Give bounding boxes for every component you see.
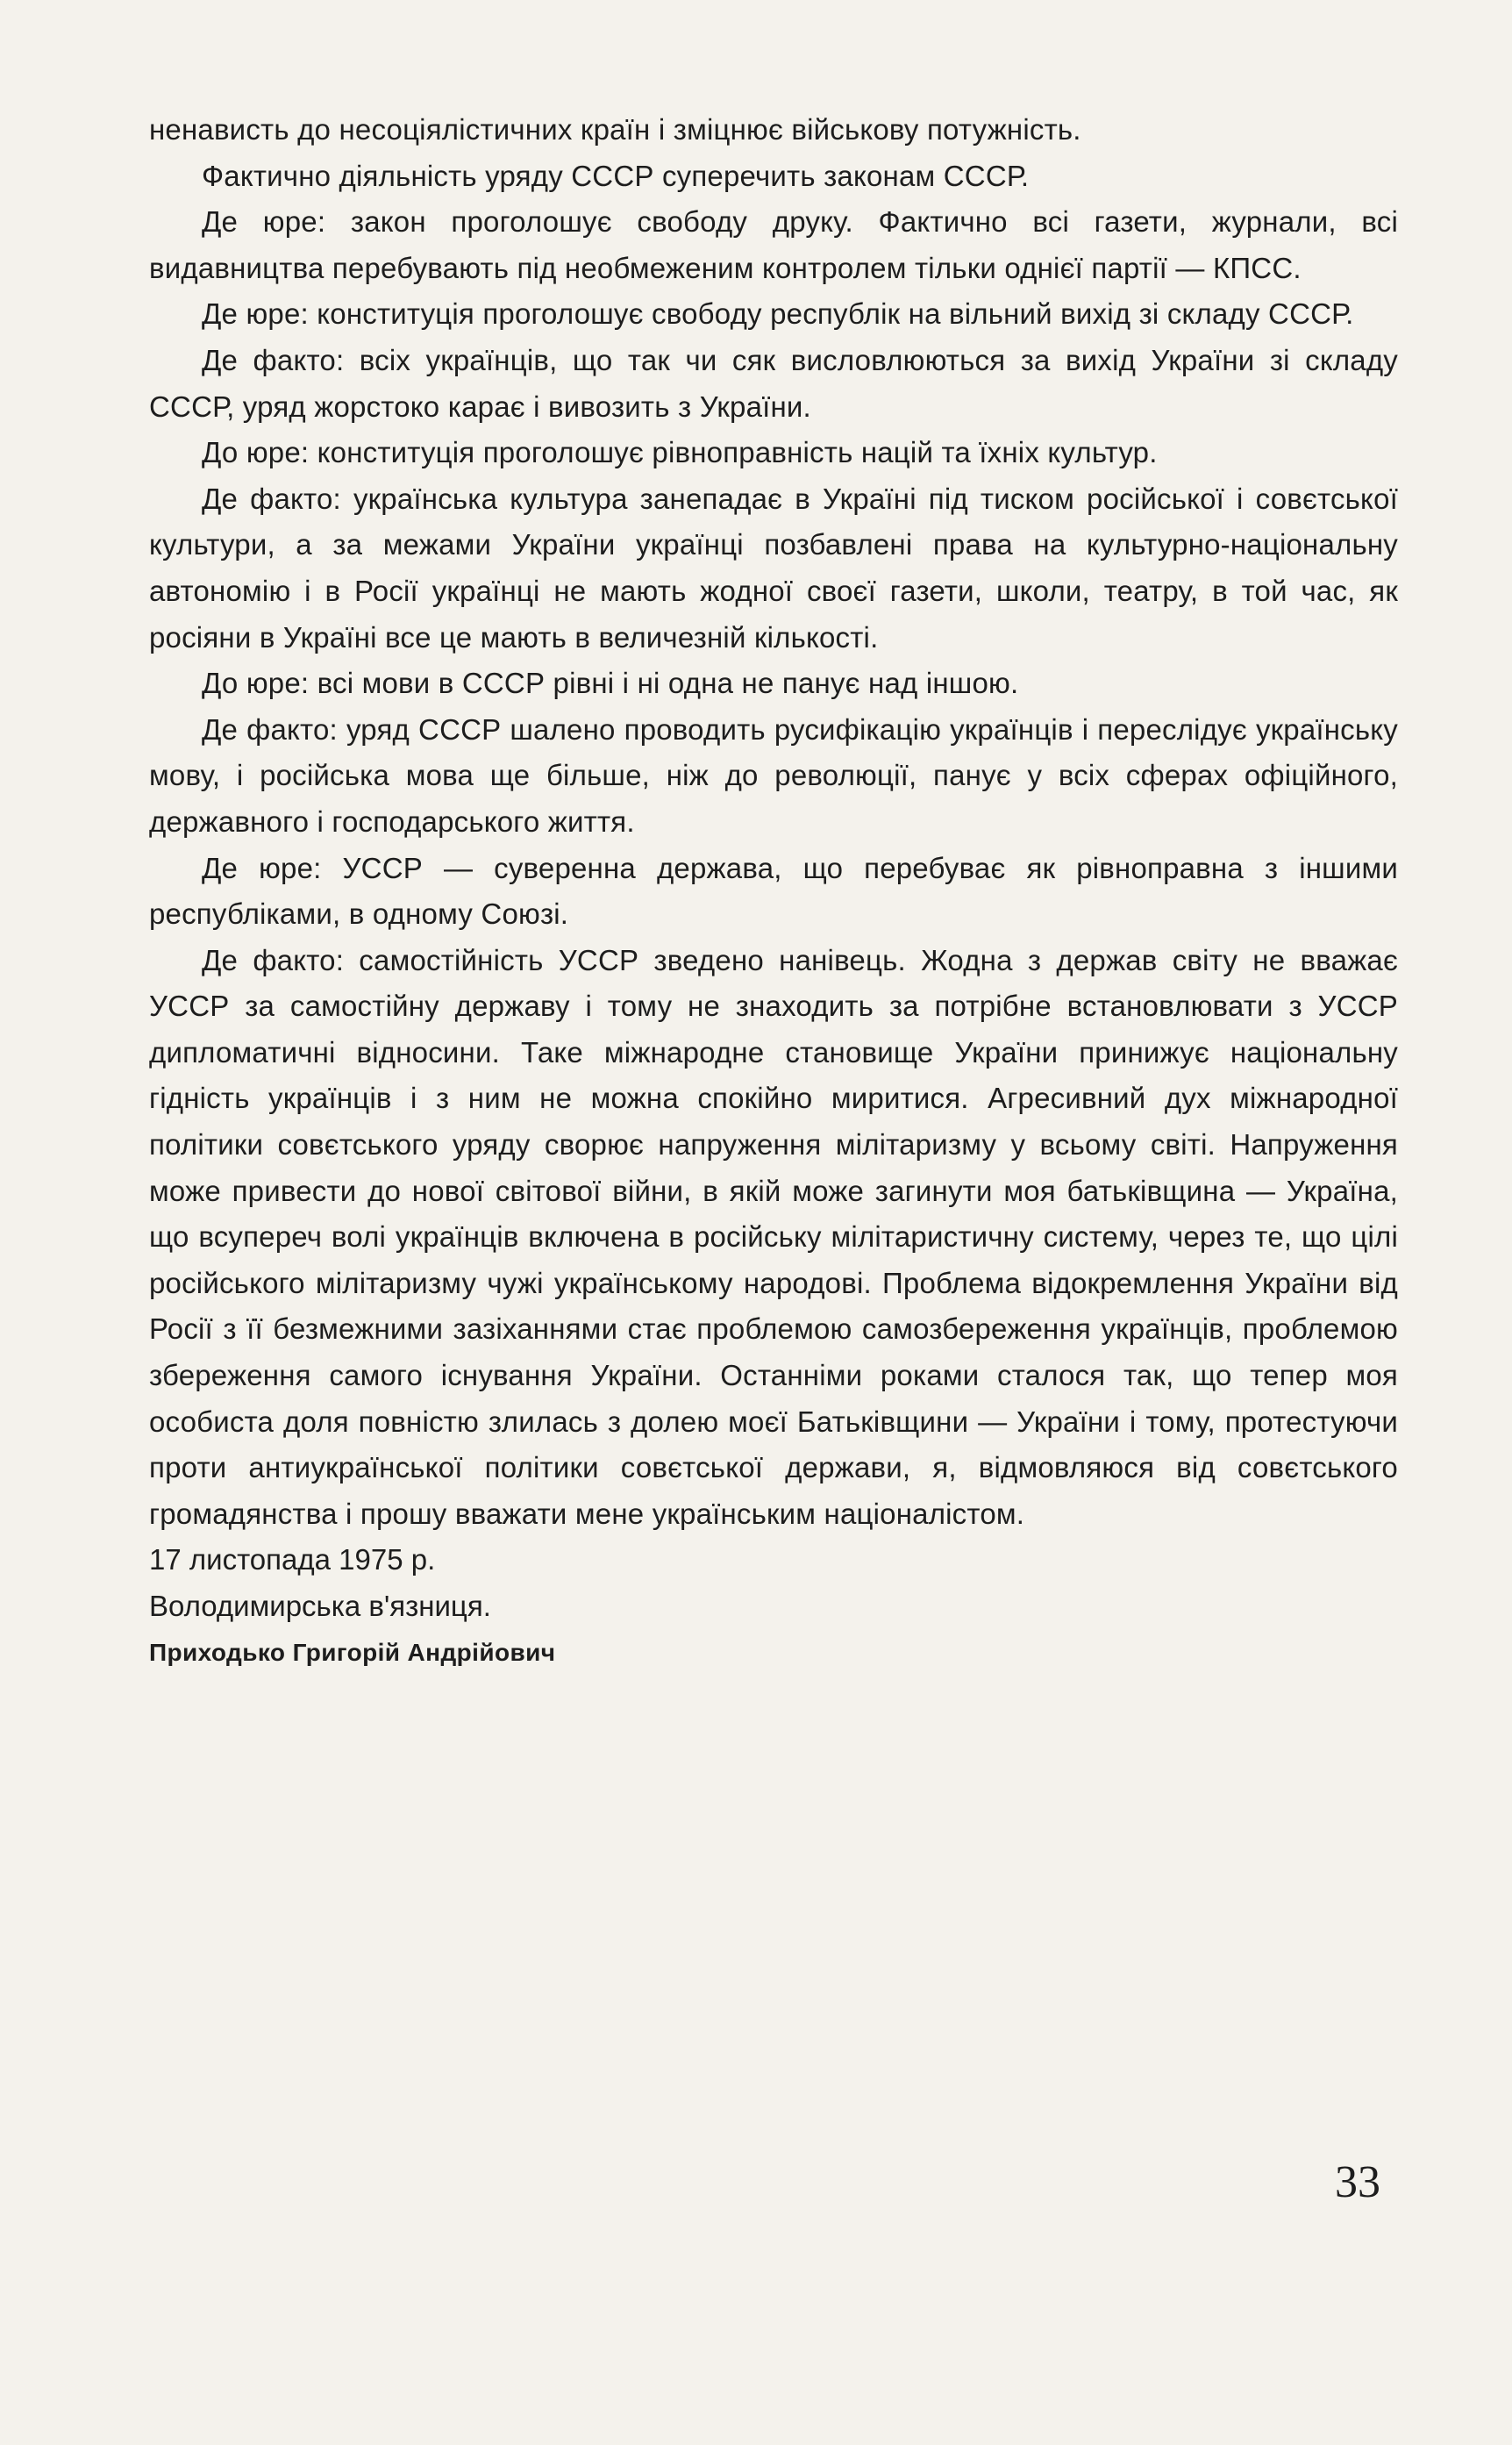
paragraph: ненависть до несоціялістичних країн і зміцнює військову потужність. (149, 113, 1081, 146)
paragraph: Де факто: самостійність УССР зведено нанівець. Жодна з держав світу не вважає УССР за самостійну державу і тому не знаходить за потрібне встановлювати з УССР дипломатичні відносини. Таке міжнародне становище України принижує національну гідність українців і з ним не можна спокійно миритися. Агресивний дух міжнародної політики совєтського уряду сворює напруження мілітаризму у всьому світі. Напруження може привести до нової світової війни, в якій може загинути моя батьківщина — Україна, що всупереч волі українців включена в російську мілітаристичну систему, через те, що цілі російського мілітаризму чужі українському народові. Проблема відокремлення України від Росії з її безмежними зазіханнями стає проблемою самозбереження українців, проблемою збереження самого існування України. Останніми роками сталося так, що тепер моя особиста доля повністю злилась з долею моєї Батьківщини — України і тому, протестуючи проти антиукраїнської політики совєтської держави, я, відмовляюся від совєтського громадянства і прошу вважати мене українським націоналістом. (149, 943, 1398, 1530)
paragraph: Де юре: закон проголошує свободу друку. Фактично всі газети, журнали, всі видавництва перебувають під необмеженим контролем тільки однієї партії — КПСС. (149, 205, 1398, 284)
place-line: Володимирська в'язниця. (149, 1590, 491, 1622)
paragraph: Де факто: українська культура занепадає в Україні під тиском російської і совєтської культури, а за межами України українці позбавлені права на культурно-національну автономію і в Росії українці не мають жодної своєї газети, школи, театру, в той час, як росіяни в Україні все це мають в величезній кількості. (149, 482, 1398, 654)
paragraph: Де факто: всіх українців, що так чи сяк висловлюються за вихід України зі складу СССР, уряд жорстоко карає і вивозить з України. (149, 343, 1398, 423)
paragraph: Де юре: УССР — суверенна держава, що перебуває як рівноправна з іншими республіками, в одному Союзі. (149, 851, 1398, 931)
signature-name: Приходько Григорій Андрійович (149, 1638, 556, 1666)
body-text (149, 107, 1398, 1676)
paragraph: Фактично діяльність уряду СССР суперечить законам СССР. (202, 159, 1030, 192)
page-number: 33 (1335, 2157, 1380, 2207)
paragraph: Де юре: конституція проголошує свободу республік на вільний вихід зі складу СССР. (202, 297, 1354, 331)
paragraph: Де факто: уряд СССР шалено проводить русифікацію українців і переслідує українську мову, і російська мова ще більше, ніж до революції, панує у всіх сферах офіційного, державного і господарського життя. (149, 712, 1398, 838)
paragraph: До юре: всі мови в СССР рівні і ні одна не панує над іншою. (202, 667, 1019, 700)
date-line: 17 листопада 1975 р. (149, 1543, 436, 1576)
paragraph: До юре: конституція проголошує рівноправність націй та їхніх культур. (202, 436, 1158, 469)
